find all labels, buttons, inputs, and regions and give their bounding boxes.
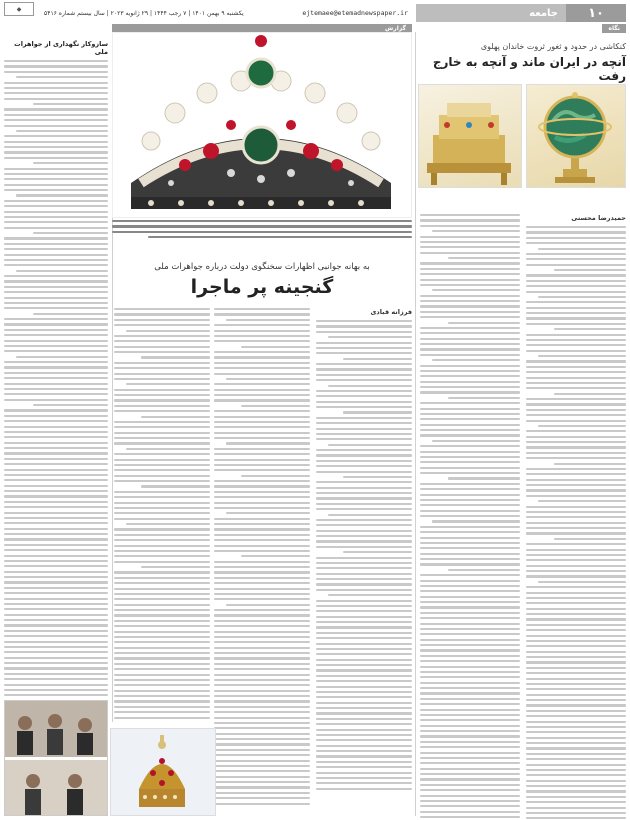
- jeweled-globe-photo: [526, 84, 626, 188]
- right-story-kicker: کنکاشی در حدود و ثغور ثروت خاندان پهلوی: [480, 42, 626, 51]
- page-number-text: ۱۰: [588, 5, 604, 21]
- lead-story-headline: گنجینه پر ماجرا: [190, 276, 334, 298]
- lead-story-author-block: [316, 308, 412, 320]
- right-story-headline: آنچه در ایران ماند و آنچه به خارج رفت: [432, 55, 626, 83]
- lead-story-column-2: [214, 308, 310, 808]
- left-story: [4, 40, 108, 791]
- section-label: جامعه: [416, 4, 566, 22]
- right-story-header: [418, 32, 626, 83]
- right-story-column-1: [526, 226, 626, 820]
- dateline: یکشنبه ۹ بهمن ۱۴۰۱ | ۷ رجب ۱۴۴۴ | ۲۹ ژانویه ۲۰۲۳ | سال بیستم شماره ۵۴۱۶: [44, 9, 244, 17]
- peacock-throne-photo: [418, 84, 522, 188]
- small-crown-photo: [110, 728, 216, 816]
- section-email[interactable]: ejtemaee@etemadnewspaper.ir: [302, 9, 408, 17]
- lead-story-subhead: به بهانه جوانبی اظهارات سخنگوی دولت درباره جواهرات ملی: [154, 262, 370, 272]
- crown-photo-caption: [112, 220, 412, 242]
- lead-story-column-3: [114, 308, 210, 722]
- officials-photo: [4, 700, 108, 816]
- right-story-author-block: [522, 214, 626, 226]
- left-story-title: سازوکار نگهداری از جواهرات ملی: [14, 40, 108, 56]
- right-story-author: حمیدرضا محسنی: [571, 214, 626, 222]
- crown-jewels-photo: [112, 32, 412, 218]
- lead-story-column-1: [316, 320, 412, 793]
- newspaper-logo: ◆: [4, 2, 34, 16]
- page-header: [4, 4, 626, 22]
- column-divider: [415, 32, 416, 816]
- page-number: [566, 4, 626, 22]
- right-story-column-2: [420, 214, 520, 820]
- right-story-tag: نگاه: [602, 24, 626, 33]
- left-story-text: [4, 60, 108, 788]
- lead-story-tag: گزارش: [112, 24, 412, 33]
- lead-story-author: فرزانه قبادی: [370, 308, 412, 316]
